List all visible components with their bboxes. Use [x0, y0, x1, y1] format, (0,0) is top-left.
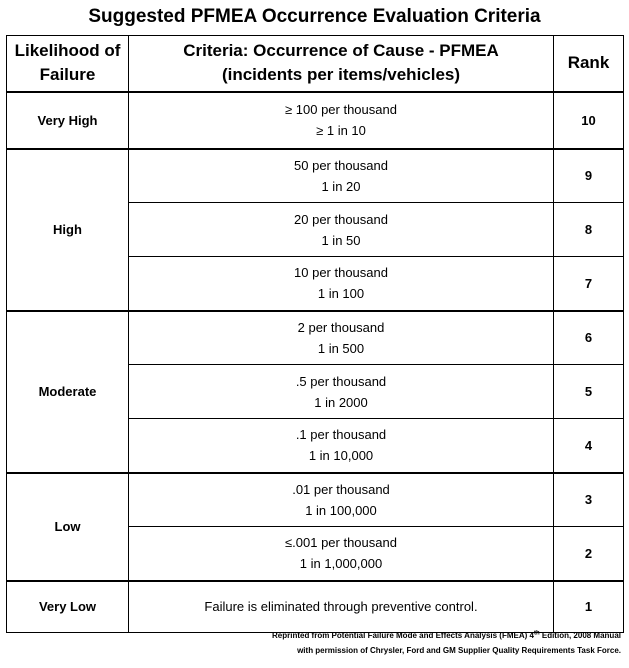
criteria-cell	[129, 419, 554, 473]
footnote-part2: Edition, 2008 Manual	[539, 631, 621, 640]
table-row	[7, 149, 624, 203]
criteria-ratio: 1 in 100,000	[305, 502, 377, 518]
criteria-ratio: 1 in 10,000	[308, 448, 374, 464]
rank-cell: 1	[554, 581, 624, 633]
criteria-per-thousand: .5 per thousand	[295, 373, 387, 389]
table-row	[7, 473, 624, 527]
table-row	[7, 581, 624, 633]
rank-cell: 10	[554, 92, 624, 149]
header-rank: Rank	[554, 36, 624, 92]
criteria-ratio: ≥ 1 in 10	[316, 123, 366, 138]
criteria-per-thousand: .01 per thousand	[292, 481, 390, 497]
rank-cell: 8	[554, 203, 624, 257]
criteria-per-thousand: 20 per thousand	[294, 211, 388, 227]
criteria-cell	[129, 473, 554, 527]
likelihood-low: Low	[7, 473, 129, 581]
criteria-cell	[129, 149, 554, 203]
criteria-cell	[129, 203, 554, 257]
header-likelihood-line1: Likelihood of	[14, 41, 121, 61]
criteria-cell	[129, 581, 554, 633]
criteria-ratio: 1 in 1,000,000	[299, 556, 383, 572]
likelihood-very-high: Very High	[7, 92, 129, 149]
criteria-cell	[129, 527, 554, 581]
footnote-line2: with permission of Chrysler, Ford and GM Supplier Quality Requirements Task Force.	[297, 646, 621, 655]
criteria-ratio: 1 in 100	[317, 286, 365, 302]
rank-cell: 5	[554, 365, 624, 419]
table-row	[7, 311, 624, 365]
criteria-ratio: 1 in 20	[321, 178, 361, 194]
criteria-cell	[129, 92, 554, 149]
criteria-cell	[129, 257, 554, 311]
table-row	[7, 92, 624, 149]
criteria-ratio: 1 in 50	[321, 232, 361, 248]
occurrence-criteria-table	[6, 35, 624, 633]
likelihood-high: High	[7, 149, 129, 311]
criteria-per-thousand: 50 per thousand	[294, 157, 388, 173]
rank-cell: 3	[554, 473, 624, 527]
header-criteria-line2: (incidents per items/vehicles)	[221, 65, 461, 85]
criteria-per-thousand: .1 per thousand	[295, 427, 387, 443]
criteria-per-thousand: 10 per thousand	[294, 265, 388, 281]
criteria-cell	[129, 365, 554, 419]
footnote-part1: Reprinted from Potential Failure Mode and Effects Analysis (FMEA) 4	[272, 631, 534, 640]
likelihood-moderate: Moderate	[7, 311, 129, 473]
rank-cell: 7	[554, 257, 624, 311]
rank-cell: 2	[554, 527, 624, 581]
criteria-ratio: 1 in 2000	[314, 394, 368, 410]
header-likelihood-line2: Failure	[39, 65, 96, 85]
rank-cell: 9	[554, 149, 624, 203]
header-criteria-line1: Criteria: Occurrence of Cause - PFMEA	[183, 41, 499, 61]
criteria-per-thousand: ≥ 100 per thousand	[285, 102, 397, 117]
page-title: Suggested PFMEA Occurrence Evaluation Criteria	[88, 6, 541, 27]
header-row	[7, 36, 624, 92]
likelihood-very-low: Very Low	[7, 581, 129, 633]
header-likelihood	[7, 36, 129, 92]
criteria-description: Failure is eliminated through preventive control.	[204, 599, 478, 615]
criteria-per-thousand: 2 per thousand	[297, 319, 385, 335]
footnote-superscript: th	[533, 630, 540, 637]
criteria-per-thousand: ≤.001 per thousand	[285, 535, 397, 551]
rank-cell: 6	[554, 311, 624, 365]
rank-cell: 4	[554, 419, 624, 473]
reprint-footnote	[21, 628, 621, 658]
criteria-cell	[129, 311, 554, 365]
header-criteria	[129, 36, 554, 92]
criteria-ratio: 1 in 500	[317, 340, 365, 356]
